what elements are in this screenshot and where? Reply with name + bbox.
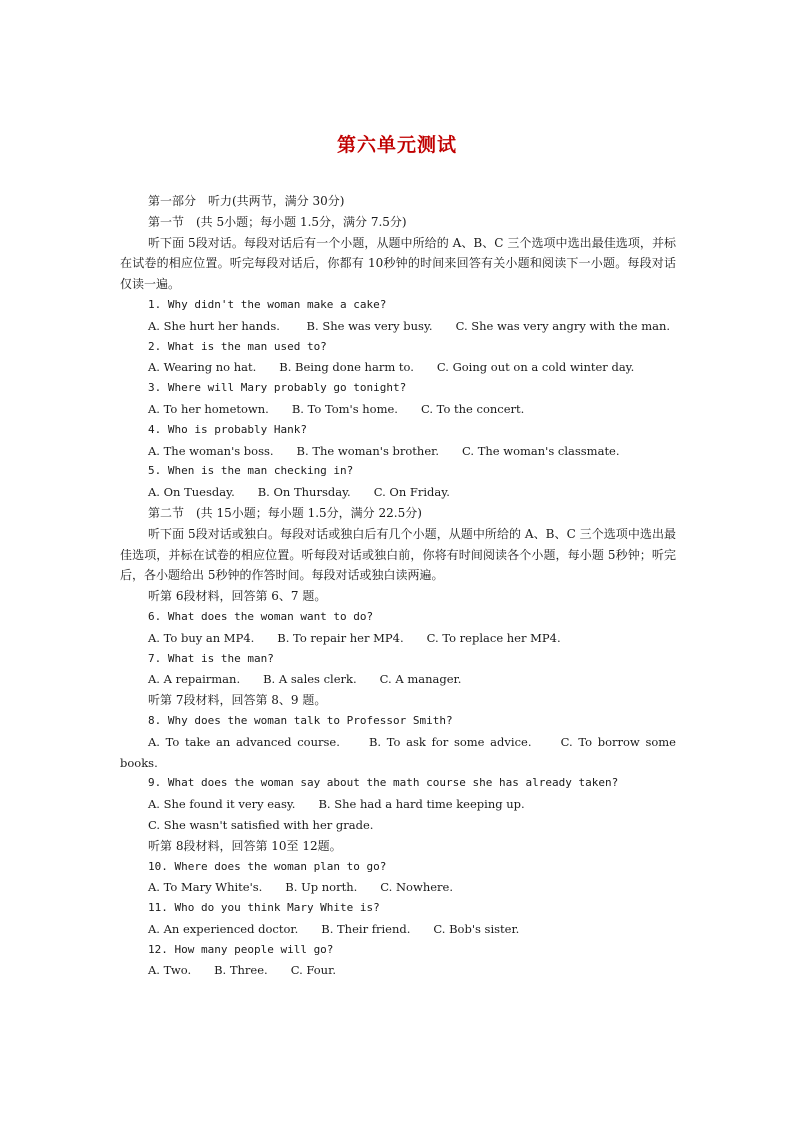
- exam-line: A. On Tuesday. B. On Thursday. C. On Friday.: [148, 485, 450, 500]
- exam-line: A. To take an advanced course. B. To ask for some advice. C. To borrow some books.: [120, 734, 676, 770]
- exam-line: A. An experienced doctor. B. Their friend. C. Bob's sister.: [148, 921, 520, 936]
- exam-line: 5. When is the man checking in?: [148, 464, 354, 478]
- exam-line: 3. Where will Mary probably go tonight?: [148, 381, 407, 395]
- exam-line: 7. What is the man?: [148, 651, 274, 665]
- exam-line: 第一部分 听力(共两节，满分 30分): [148, 194, 345, 208]
- exam-line: A. To her hometown. B. To Tom's home. C. To the concert.: [148, 401, 525, 416]
- exam-line: 听下面 5段对话。每段对话后有一个小题，从题中所给的 A、B、C 三个选项中选出最佳选项，并标在试卷的相应位置。听完每段对话后，你都有 10秒钟的时间来回答有关小题和阅读下一小题。每段对话仅读一遍。: [120, 235, 676, 292]
- exam-line: 第二节 (共 15小题；每小题 1.5分，满分 22.5分): [148, 505, 422, 520]
- exam-line: 1. Why didn't the woman make a cake?: [148, 297, 387, 311]
- exam-body: [120, 191, 676, 981]
- exam-line: 听第 7段材料，回答第 8、9 题。: [148, 693, 327, 708]
- exam-line: 9. What does the woman say about the math course she has already taken?: [148, 776, 619, 790]
- exam-line: 12. How many people will go?: [148, 942, 334, 956]
- exam-line: A. The woman's boss. B. The woman's brother. C. The woman's classmate.: [148, 443, 620, 458]
- exam-line: 听第 8段材料，回答第 10至 12题。: [148, 838, 342, 853]
- exam-line: 6. What does the woman want to do?: [148, 609, 374, 623]
- exam-line: 第一节 (共 5小题；每小题 1.5分，满分 7.5分): [148, 214, 407, 229]
- exam-line: 2. What is the man used to?: [148, 339, 327, 353]
- exam-line: 10. Where does the woman plan to go?: [148, 859, 387, 873]
- page-title: 第六单元测试: [336, 134, 457, 156]
- exam-line: A. Wearing no hat. B. Being done harm to. C. Going out on a cold winter day.: [148, 360, 635, 375]
- exam-line: 11. Who do you think Mary White is?: [148, 901, 380, 915]
- exam-line: 4. Who is probably Hank?: [148, 422, 307, 436]
- exam-line: A. To buy an MP4. B. To repair her MP4. C. To replace her MP4.: [148, 630, 561, 645]
- exam-line: 听第 6段材料，回答第 6、7 题。: [148, 589, 327, 604]
- exam-line: A. She found it very easy. B. She had a hard time keeping up.: [148, 797, 525, 812]
- exam-line: A. Two. B. Three. C. Four.: [148, 963, 336, 978]
- exam-line: A. A repairman. B. A sales clerk. C. A manager.: [148, 672, 462, 687]
- exam-line: A. To Mary White's. B. Up north. C. Nowhere.: [148, 880, 453, 895]
- exam-line: A. She hurt her hands. B. She was very busy. C. She was very angry with the man.: [148, 318, 671, 333]
- exam-line: 听下面 5段对话或独白。每段对话或独白后有几个小题，从题中所给的 A、B、C 三个选项中选出最佳选项，并标在试卷的相应位置。听每段对话或独白前，你将有时间阅读各个小题，每小题 5秒钟；听完后，各小题给出 5秒钟的作答时间。每段对话或独白读两遍。: [120, 526, 676, 583]
- exam-line: C. She wasn't satisfied with her grade.: [148, 817, 374, 832]
- exam-line: 8. Why does the woman talk to Professor Smith?: [148, 713, 453, 727]
